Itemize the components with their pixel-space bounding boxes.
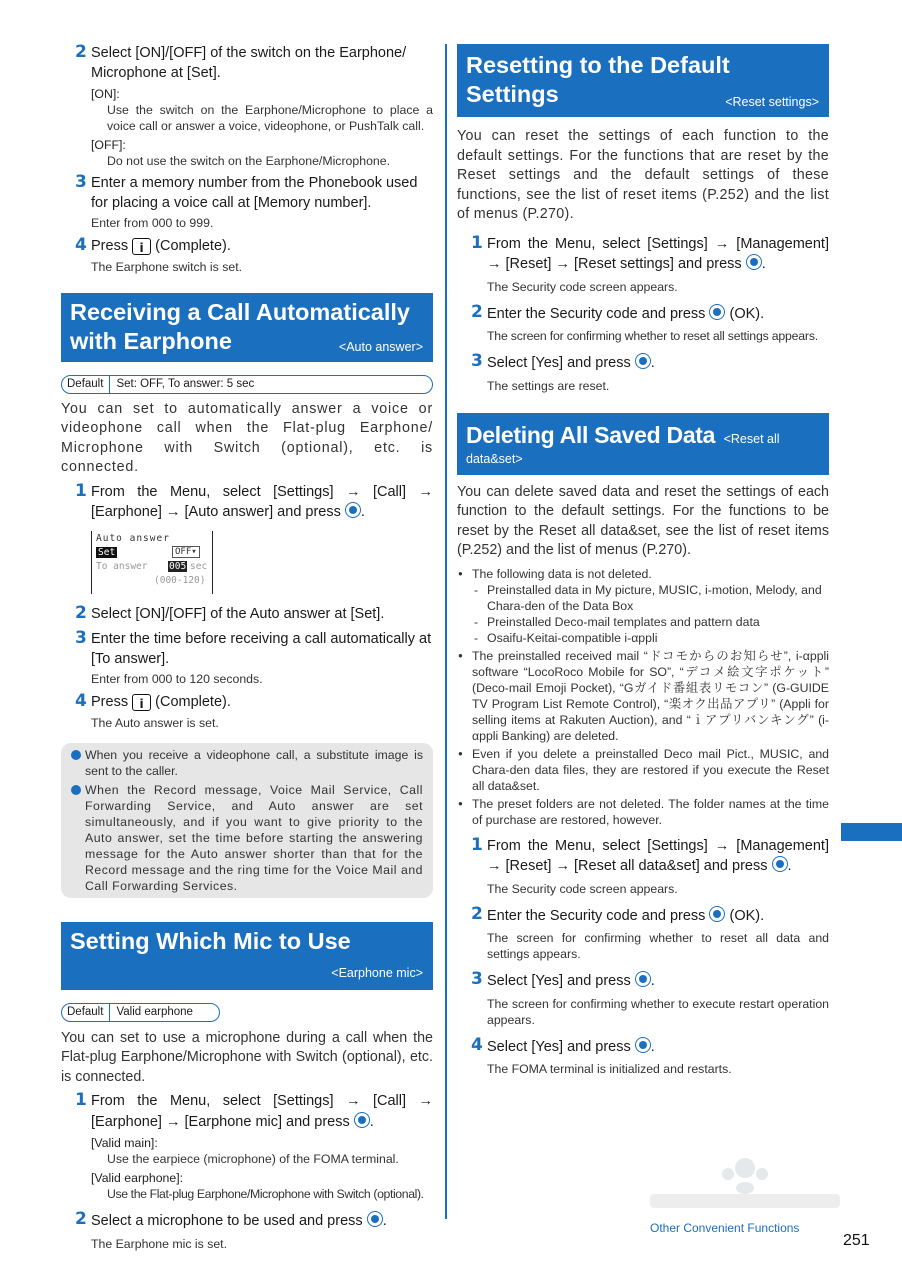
bullet-list [457,566,829,828]
step-number: 3 [471,969,483,989]
step-number: 1 [471,834,483,855]
phone-screen-auto-answer [91,531,213,594]
option-desc-valid-main: Use the earpiece (microphone) of the FOMA terminal. [107,1152,399,1166]
screen-range: (000-120) [154,574,206,586]
step-1-reset-all [457,834,829,897]
default-pill-mic [61,1002,433,1022]
step-note: The screen for confirming whether to reset all settings appears. [487,329,818,343]
intro-earphone-mic: You can set to use a microphone during a call when the Flat-plug Earphone/Microphone with Switch (optional), etc. is connected. [61,1029,433,1085]
step-number: 2 [75,1209,87,1229]
center-ok-key-icon [354,1112,370,1128]
step-text: From the Menu, select [Settings] → [Management] → [Reset] → [Reset settings] and press . [487,235,829,272]
step-2-auto-set [61,602,433,625]
step-2-earphone-switch [61,44,433,169]
step-note: The Earphone mic is set. [91,1236,228,1251]
section-tag: <Reset settings> [725,95,819,109]
section-tag: <Auto answer> [338,339,423,354]
screen-to-value: 005 [169,560,187,572]
screen-set-label: Set [98,546,116,558]
option-desc-off: Do not use the switch on the Earphone/Microphone. [107,154,391,168]
step-note: The screen for confirming whether to reset all data and settings appears. [487,931,829,961]
step-text: Enter the Security code and press (OK). [487,305,765,322]
i-mode-key-icon: i [132,238,151,255]
section-header-auto-answer [61,293,433,362]
bullet-item: ● The preset folders are not deleted. The folder names at the time of purchase are restored, however. [457,796,829,828]
center-ok-key-icon [635,1037,651,1053]
center-ok-key-icon [635,353,651,369]
center-ok-key-icon [709,304,725,320]
step-3-memory-number [61,174,433,231]
default-label: Default [62,1004,110,1021]
screen-to-label: To answer [96,560,148,572]
bullet-item: ● Even if you delete a preinstalled Deco mail Pict., MUSIC, and Chara-den data files, they are restored if you execute the Reset all data&set. [457,746,829,794]
section-tag: <Reset all data&set> [466,431,780,466]
note-item: When you receive a videophone call, a substitute image is sent to the caller. [71,747,423,779]
footer-section-label: Other Convenient Functions [650,1221,800,1235]
step-number: 2 [75,42,87,62]
step-note: The Earphone switch is set. [91,259,243,274]
step-4-auto-complete [61,693,433,731]
screen-title: Auto answer [96,532,170,544]
center-ok-key-icon [709,906,725,922]
step-number: 1 [75,1090,87,1110]
step-1-auto-answer [61,480,433,523]
step-2-security-code-all [457,903,829,963]
step-3-to-answer [61,630,433,687]
step-3-select-yes [457,353,829,394]
step-number: 3 [75,628,87,648]
option-label-valid-earphone: [Valid earphone]: [91,1171,184,1185]
step-3-select-yes-all [457,971,829,1028]
screen-set-value: OFF▾ [172,546,200,558]
step-2-select-mic [61,1211,433,1252]
step-text: Select [ON]/[OFF] of the switch on the Earphone/ Microphone at [Set]. [91,45,407,81]
dash-item: - Preinstalled data in My picture, MUSIC, i-motion, Melody, and Chara-den of the Data Box [457,582,829,614]
step-number: 2 [75,602,87,623]
default-value: Valid earphone [116,1005,193,1018]
step-number: 1 [471,232,483,253]
step-number: 2 [471,903,483,924]
intro-reset-all: You can delete saved data and reset the settings of each function to the default settings. For the functions to be reset by the Reset all data&set, see the list of reset items (P.252) and the list of menus (P.270). [457,483,829,558]
step-number: 3 [471,351,483,371]
step-note: The Security code screen appears. [487,881,678,896]
step-text: From the Menu, select [Settings] → [Call] → [Earphone] → [Auto answer] and press . [91,483,433,520]
step-note: Enter from 000 to 999. [91,216,214,230]
page-number: 251 [843,1232,870,1249]
center-ok-key-icon [746,254,762,270]
section-tag: <Earphone mic> [331,965,423,980]
center-ok-key-icon [635,971,651,987]
option-desc-valid-earphone: Use the Flat-plug Earphone/Microphone with Switch (optional). [107,1187,424,1201]
step-4-select-yes-restart [457,1034,829,1078]
note-box-auto-answer [61,743,433,898]
section-header-reset-all [457,413,829,475]
column-divider [445,44,447,1219]
step-1-earphone-mic [61,1092,433,1202]
step-number: 2 [471,301,483,322]
option-label-valid-main: [Valid main]: [91,1136,158,1150]
step-text: Enter a memory number from the Phonebook used for placing a voice call at [Memory number]. [91,175,418,211]
step-text: Select a microphone to be used and press . [91,1213,387,1229]
step-note: The settings are reset. [487,378,610,393]
center-ok-key-icon [345,502,361,518]
step-number: 4 [75,691,87,711]
bullet-item: ● The following data is not deleted. [457,566,829,582]
step-text: Select [Yes] and press . [487,973,655,989]
note-item: When the Record message, Voice Mail Service, Call Forwarding Service, and Auto answer are set simultaneously, and if you want to give priority to the Auto answer, set the time before starting the answering message for the Auto answer shorter than that for the Record message and the ring time for the Voice Mail and Call Forwarding Services. [71,782,423,894]
option-desc-on: Use the switch on the Earphone/Microphone to place a voice call or answer a voice, videophone, or PushTalk call. [107,103,433,133]
section-title: Setting Which Mic to Use [70,927,351,954]
chapter-index-tab [841,823,902,841]
center-ok-key-icon [367,1211,383,1227]
step-text: From the Menu, select [Settings] → [Management] → [Reset] → [Reset all data&set] and press . [487,837,829,874]
center-ok-key-icon [772,856,788,872]
step-number: 4 [75,235,87,255]
intro-auto-answer: You can set to automatically answer a voice or videophone call when the Flat-plug Earphone/ Microphone with Switch (optional), etc. is connected. [61,400,433,475]
default-pill-auto [61,374,433,394]
dash-item: - Osaifu-Keitai-compatible i-αppli [457,630,829,646]
step-note: The FOMA terminal is initialized and restarts. [487,1062,732,1076]
step-1-reset-settings [457,232,829,295]
option-label-on: [ON]: [91,87,120,101]
screen-to-unit: sec [190,560,208,572]
step-text: Press i (Complete). [91,694,231,711]
option-label-off: [OFF]: [91,138,126,152]
left-column [61,44,433,1252]
step-number: 4 [471,1034,483,1055]
watermark-paw-icon [640,1150,850,1220]
section-title: Resetting to the Default Settings [466,52,730,107]
dash-item: - Preinstalled Deco-mail templates and pattern data [457,614,829,630]
step-text: Press i (Complete). [91,238,231,255]
section-header-reset-settings [457,44,829,117]
intro-reset-settings: You can reset the settings of each function to the default settings. For the functions that are reset by the Reset settings and the default settings of these functions, see the list of reset items (P.252) and the list of menus (P.270). [457,128,829,222]
step-text: Select [Yes] and press . [487,355,655,371]
step-number: 1 [75,480,87,501]
step-note: The screen for confirming whether to execute restart operation appears. [487,996,829,1027]
step-text: From the Menu, select [Settings] → [Call] → [Earphone] → [Earphone mic] and press . [91,1093,433,1130]
bullet-item: ● The preinstalled received mail “ドコモからのお知らせ”, i-αppli software “LocoRoco Mobile for SO”, “デコメ絵文字ポケット” (Deco-mail Emoji Pocket), “Gガイド番組表リモコン” (G-GUIDE TV Program List Remote Control), “楽オク出品アプリ” (Appli for selling items at Rakuten Auction), and “ｉアプリバンキング” (i-αppli Banking) are deleted. [457,648,829,744]
default-label: Default [62,376,110,393]
step-text: Enter the Security code and press (OK). [487,907,765,924]
section-title: Receiving a Call Automatically with Earphone [70,298,410,354]
step-text: Select [ON]/[OFF] of the Auto answer at [Set]. [91,605,385,622]
step-text: Enter the time before receiving a call automatically at [To answer]. [91,631,432,667]
step-4-complete [61,237,433,275]
step-note: The Auto answer is set. [91,715,219,730]
step-2-security-code [457,301,829,345]
section-title: Deleting All Saved Data [466,421,716,448]
right-column [457,44,829,1077]
step-note: The Security code screen appears. [487,279,678,294]
step-note: Enter from 000 to 120 seconds. [91,672,263,686]
i-mode-key-icon: i [132,694,151,711]
section-header-earphone-mic [61,922,433,990]
step-text: Select [Yes] and press . [487,1038,655,1055]
default-value: Set: OFF, To answer: 5 sec [116,377,255,390]
step-number: 3 [75,172,87,192]
